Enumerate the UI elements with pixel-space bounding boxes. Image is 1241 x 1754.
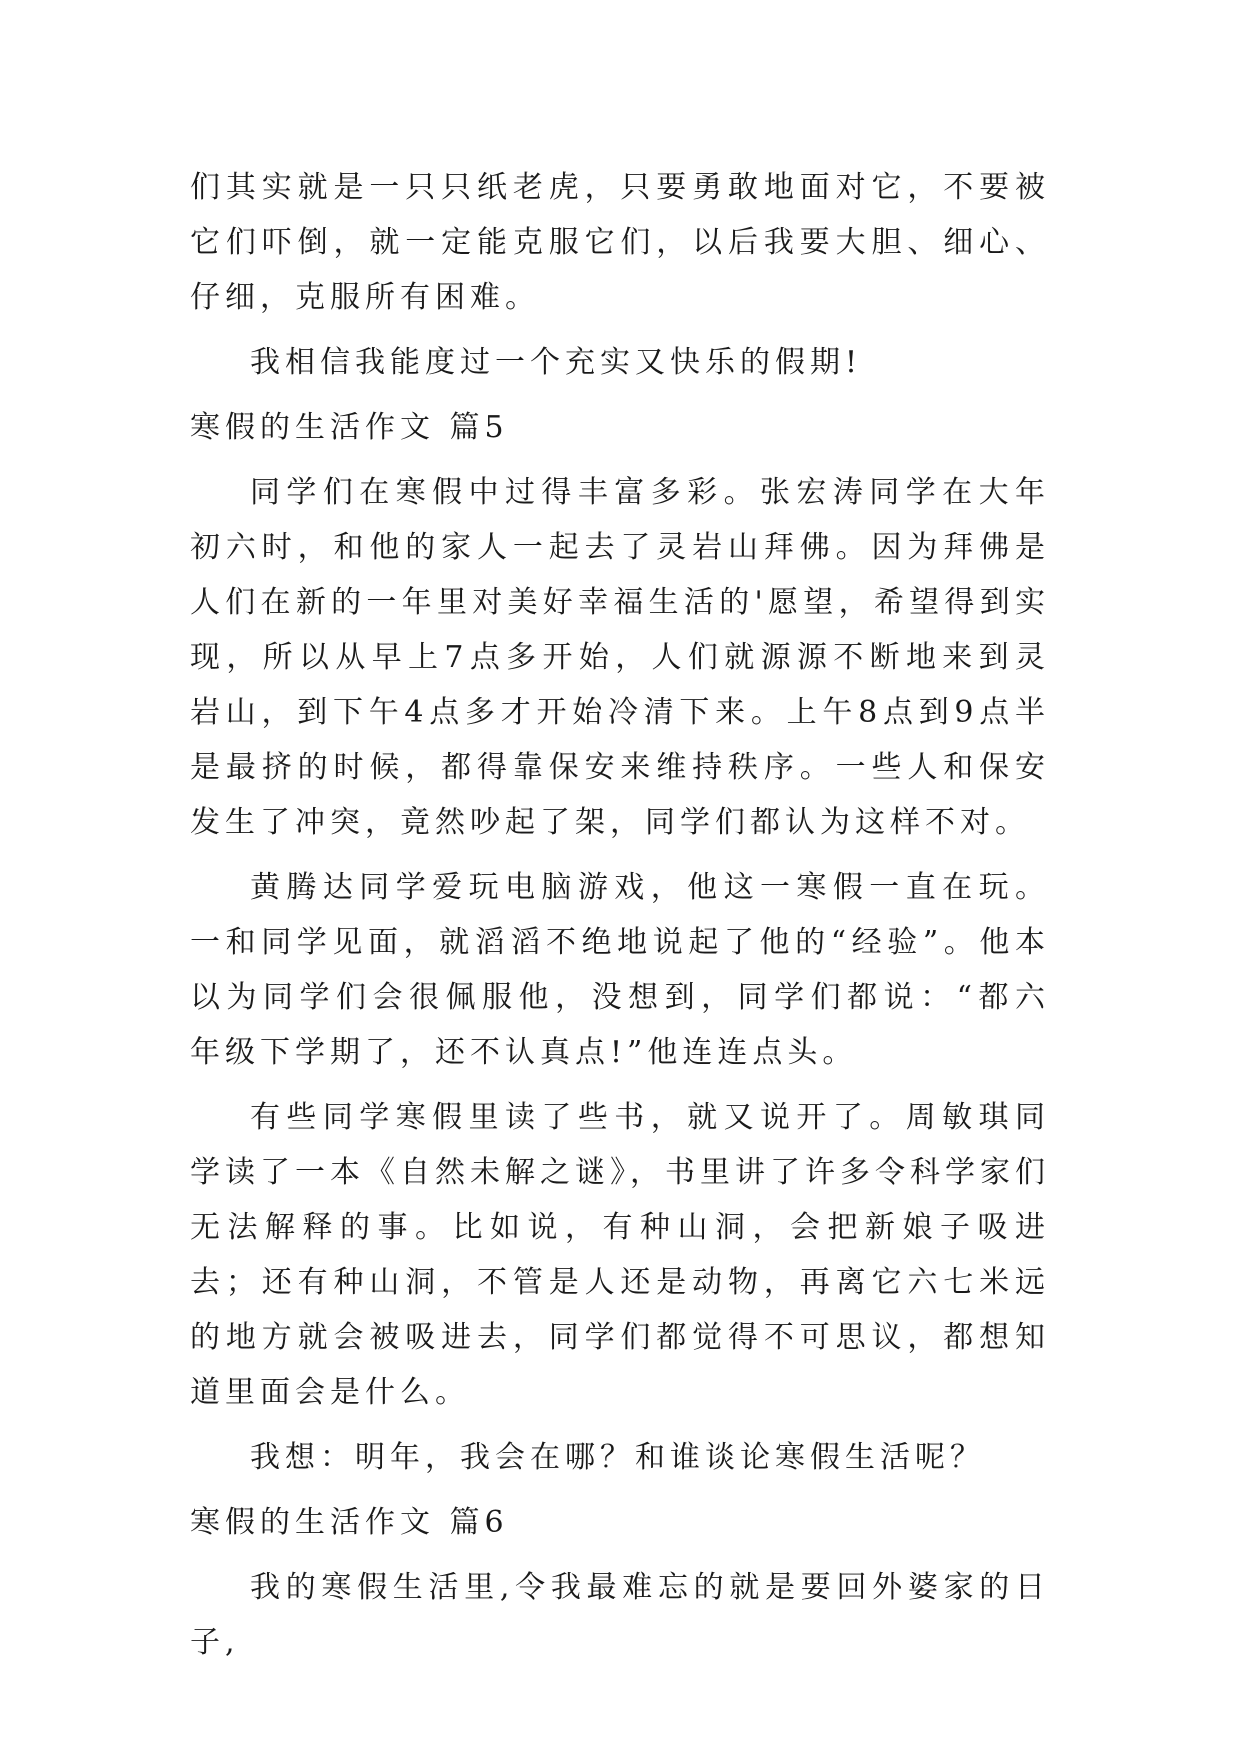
paragraph-continuation: 们其实就是一只只纸老虎，只要勇敢地面对它，不要被它们吓倒，就一定能克服它们，以后我要大胆、细心、仔细，克服所有困难。 [190, 170, 1050, 315]
paragraph: 同学们在寒假中过得丰富多彩。张宏涛同学在大年初六时，和他的家人一起去了灵岩山拜佛。因为拜佛是人们在新的一年里对美好幸福生活的'愿望，希望得到实现，所以从早上7点多开始，人们就源源不断地来到灵岩山，到下午4点多才开始冷清下来。上午8点到9点半是最挤的时候，都得靠保安来维持秩序。一些人和保安发生了冲突，竟然吵起了架，同学们都认为这样不对。 [190, 475, 1050, 840]
document-body [190, 160, 1050, 1680]
section-heading: 寒假的生活作文 篇6 [190, 1505, 509, 1540]
paragraph: 我相信我能度过一个充实又快乐的假期! [250, 345, 863, 380]
section-heading: 寒假的生活作文 篇5 [190, 410, 509, 445]
paragraph: 有些同学寒假里读了些书，就又说开了。周敏琪同学读了一本《自然未解之谜》，书里讲了许多令科学家们无法解释的事。比如说，有种山洞，会把新娘子吸进去；还有种山洞，不管是人还是动物，再离它六七米远的地方就会被吸进去，同学们都觉得不可思议，都想知道里面会是什么。 [190, 1100, 1050, 1410]
paragraph: 我的寒假生活里,令我最难忘的就是要回外婆家的日子, [190, 1570, 1050, 1660]
paragraph: 我想：明年，我会在哪？和谁谈论寒假生活呢？ [250, 1440, 985, 1475]
paragraph: 黄腾达同学爱玩电脑游戏，他这一寒假一直在玩。一和同学见面，就滔滔不绝地说起了他的“经验”。他本以为同学们会很佩服他，没想到，同学们都说：“都六年级下学期了，还不认真点!”他连连点头。 [190, 870, 1050, 1070]
